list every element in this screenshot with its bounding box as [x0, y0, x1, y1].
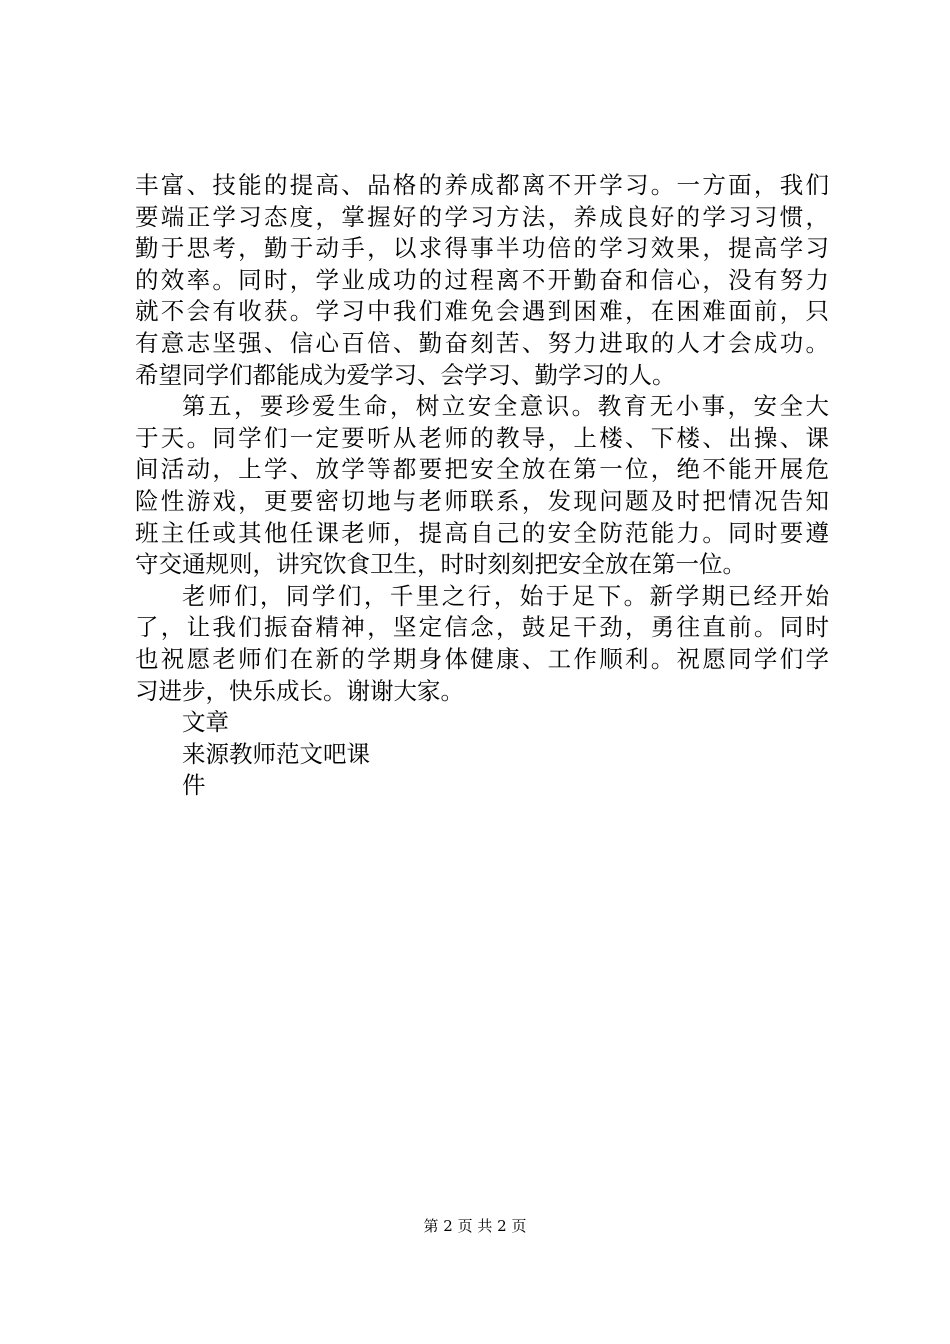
text-line: 勤于思考，勤于动手，以求得事半功倍的学习效果，提高学习: [135, 234, 829, 263]
text-line: 险性游戏，更要密切地与老师联系，发现问题及时把情况告知: [135, 486, 829, 515]
text-line: 就不会有收获。学习中我们难免会遇到困难，在困难面前，只: [135, 297, 829, 326]
paragraph-study: [135, 170, 829, 391]
text-line: 于天。同学们一定要听从老师的教导，上楼、下楼、出操、课: [135, 423, 829, 452]
text-line: 了，让我们振奋精神，坚定信念，鼓足干劲，勇往直前。同时: [135, 613, 829, 642]
text-line: 的效率。同时，学业成功的过程离不开勤奋和信心，没有努力: [135, 265, 829, 294]
source-line: 来源教师范文吧课: [182, 739, 370, 768]
text-line: 守交通规则，讲究饮食卫生，时时刻刻把安全放在第一位。: [135, 550, 746, 579]
source-note: [135, 707, 829, 802]
source-line: 文章: [182, 708, 229, 737]
text-line: 第五，要珍爱生命，树立安全意识。教育无小事，安全大: [182, 392, 829, 421]
paragraph-safety: [135, 391, 829, 581]
text-line: 有意志坚强、信心百倍、勤奋刻苦、努力进取的人才会成功。: [135, 328, 829, 357]
paragraph-closing: [135, 581, 829, 707]
text-line: 丰富、技能的提高、品格的养成都离不开学习。一方面，我们: [135, 171, 829, 199]
text-line: 老师们，同学们，千里之行，始于足下。新学期已经开始: [182, 581, 829, 610]
page-number-footer: 第 2 页 共 2 页: [423, 1217, 527, 1235]
text-line: 也祝愿老师们在新的学期身体健康、工作顺利。祝愿同学们学: [135, 644, 829, 673]
text-line: 希望同学们都能成为爱学习、会学习、勤学习的人。: [135, 360, 676, 389]
text-line: 间活动，上学、放学等都要把安全放在第一位，绝不能开展危: [135, 455, 829, 484]
text-line: 班主任或其他任课老师，提高自己的安全防范能力。同时要遵: [135, 518, 829, 547]
document-body: [135, 170, 829, 802]
text-line: 要端正学习态度，掌握好的学习方法，养成良好的学习习惯，: [135, 202, 829, 231]
source-line: 件: [182, 771, 206, 800]
text-line: 习进步，快乐成长。谢谢大家。: [135, 676, 464, 705]
